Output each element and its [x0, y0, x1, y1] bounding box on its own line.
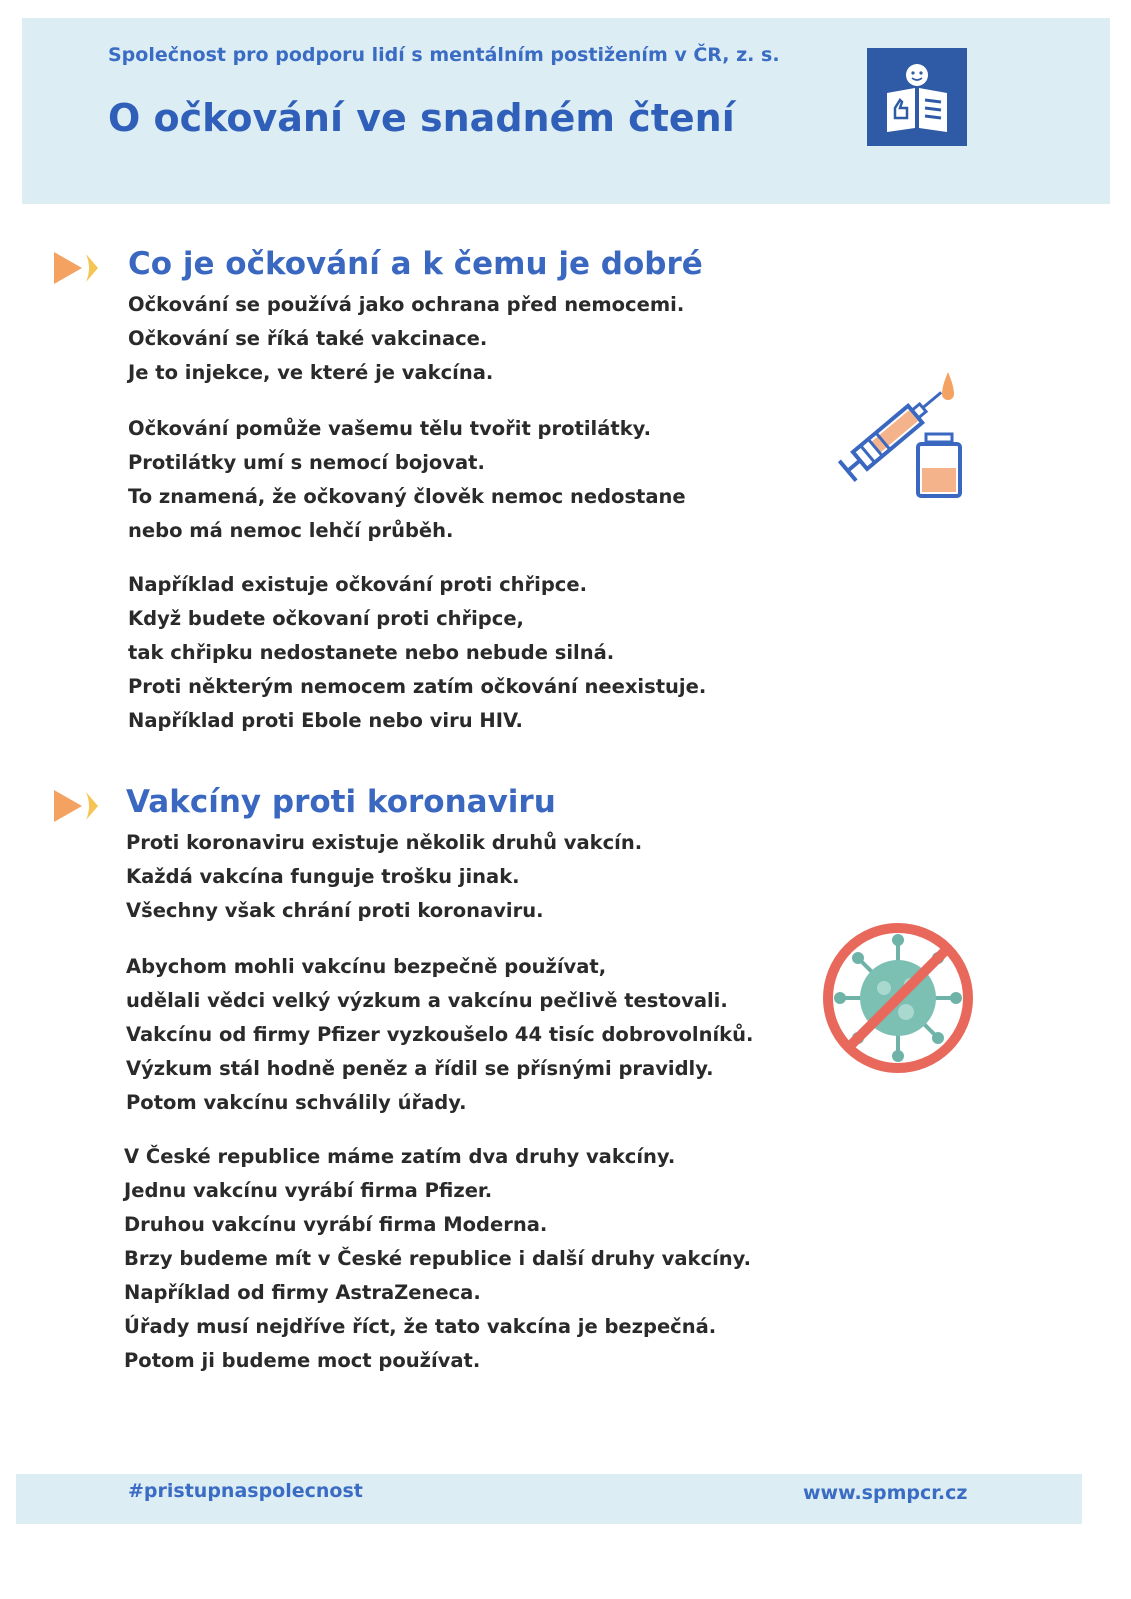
text-line: Proti koronaviru existuje několik druhů vakcín. [126, 831, 643, 854]
text-line: V České republice máme zatím dva druhy vakcíny. [124, 1145, 676, 1168]
syringe-icon [830, 364, 970, 508]
text-line: Každá vakcína funguje trošku jinak. [126, 865, 520, 888]
text-line: Očkování se říká také vakcinace. [128, 327, 488, 350]
text-line: udělali vědci velký výzkum a vakcínu pečlivě testovali. [126, 989, 728, 1012]
section-heading-vaccination: Co je očkování a k čemu je dobré [128, 246, 703, 282]
text-line: Výzkum stál hodně peněz a řídil se přísnými pravidly. [126, 1057, 714, 1080]
text-line: Abychom mohli vakcínu bezpečně používat, [126, 955, 607, 978]
no-virus-icon [818, 918, 978, 1082]
text-line: nebo má nemoc lehčí průběh. [128, 519, 454, 542]
double-arrow-icon [52, 786, 102, 826]
text-line: tak chřipku nedostanete nebo nebude silná. [128, 641, 615, 664]
text-line: Potom ji budeme moct používat. [124, 1349, 481, 1372]
text-line: Protilátky umí s nemocí bojovat. [128, 451, 485, 474]
text-line: Je to injekce, ve které je vakcína. [128, 361, 494, 384]
text-line: Jednu vakcínu vyrábí firma Pfizer. [124, 1179, 493, 1202]
text-line: Proti některým nemocem zatím očkování neexistuje. [128, 675, 707, 698]
text-line: Úřady musí nejdříve říct, že tato vakcína je bezpečná. [124, 1315, 717, 1338]
double-arrow-icon [52, 248, 102, 288]
text-line: Když budete očkovaní proti chřipce, [128, 607, 524, 630]
footer-website-link[interactable]: www.spmpcr.cz [803, 1482, 968, 1504]
footer-hashtag[interactable]: #pristupnaspolecnost [128, 1480, 363, 1502]
organization-name: Společnost pro podporu lidí s mentálním postižením v ČR, z. s. [108, 44, 780, 66]
section2-paragraph-3 [124, 1140, 751, 1378]
text-line: Očkování pomůže vašemu tělu tvořit protilátky. [128, 417, 651, 440]
text-line: To znamená, že očkovaný člověk nemoc nedostane [128, 485, 686, 508]
text-line: Druhou vakcínu vyrábí firma Moderna. [124, 1213, 548, 1236]
text-line: Například existuje očkování proti chřipce. [128, 573, 587, 596]
text-line: Potom vakcínu schválily úřady. [126, 1091, 467, 1114]
text-line: Všechny však chrání proti koronaviru. [126, 899, 544, 922]
section-heading-coronavirus-vaccines: Vakcíny proti koronaviru [126, 784, 556, 820]
section1-paragraph-1 [128, 288, 684, 390]
section2-paragraph-1 [126, 826, 642, 928]
text-line: Brzy budeme mít v České republice i další druhy vakcíny. [124, 1247, 751, 1270]
text-line: Například proti Ebole nebo viru HIV. [128, 709, 523, 732]
section2-paragraph-2 [126, 950, 753, 1120]
page-title: O očkování ve snadném čtení [108, 96, 735, 140]
text-line: Vakcínu od firmy Pfizer vyzkoušelo 44 tisíc dobrovolníků. [126, 1023, 754, 1046]
text-line: Například od firmy AstraZeneca. [124, 1281, 481, 1304]
text-line: Očkování se používá jako ochrana před nemocemi. [128, 293, 685, 316]
section1-paragraph-2 [128, 412, 686, 548]
easy-read-logo-icon [867, 48, 967, 146]
section1-paragraph-3 [128, 568, 706, 738]
